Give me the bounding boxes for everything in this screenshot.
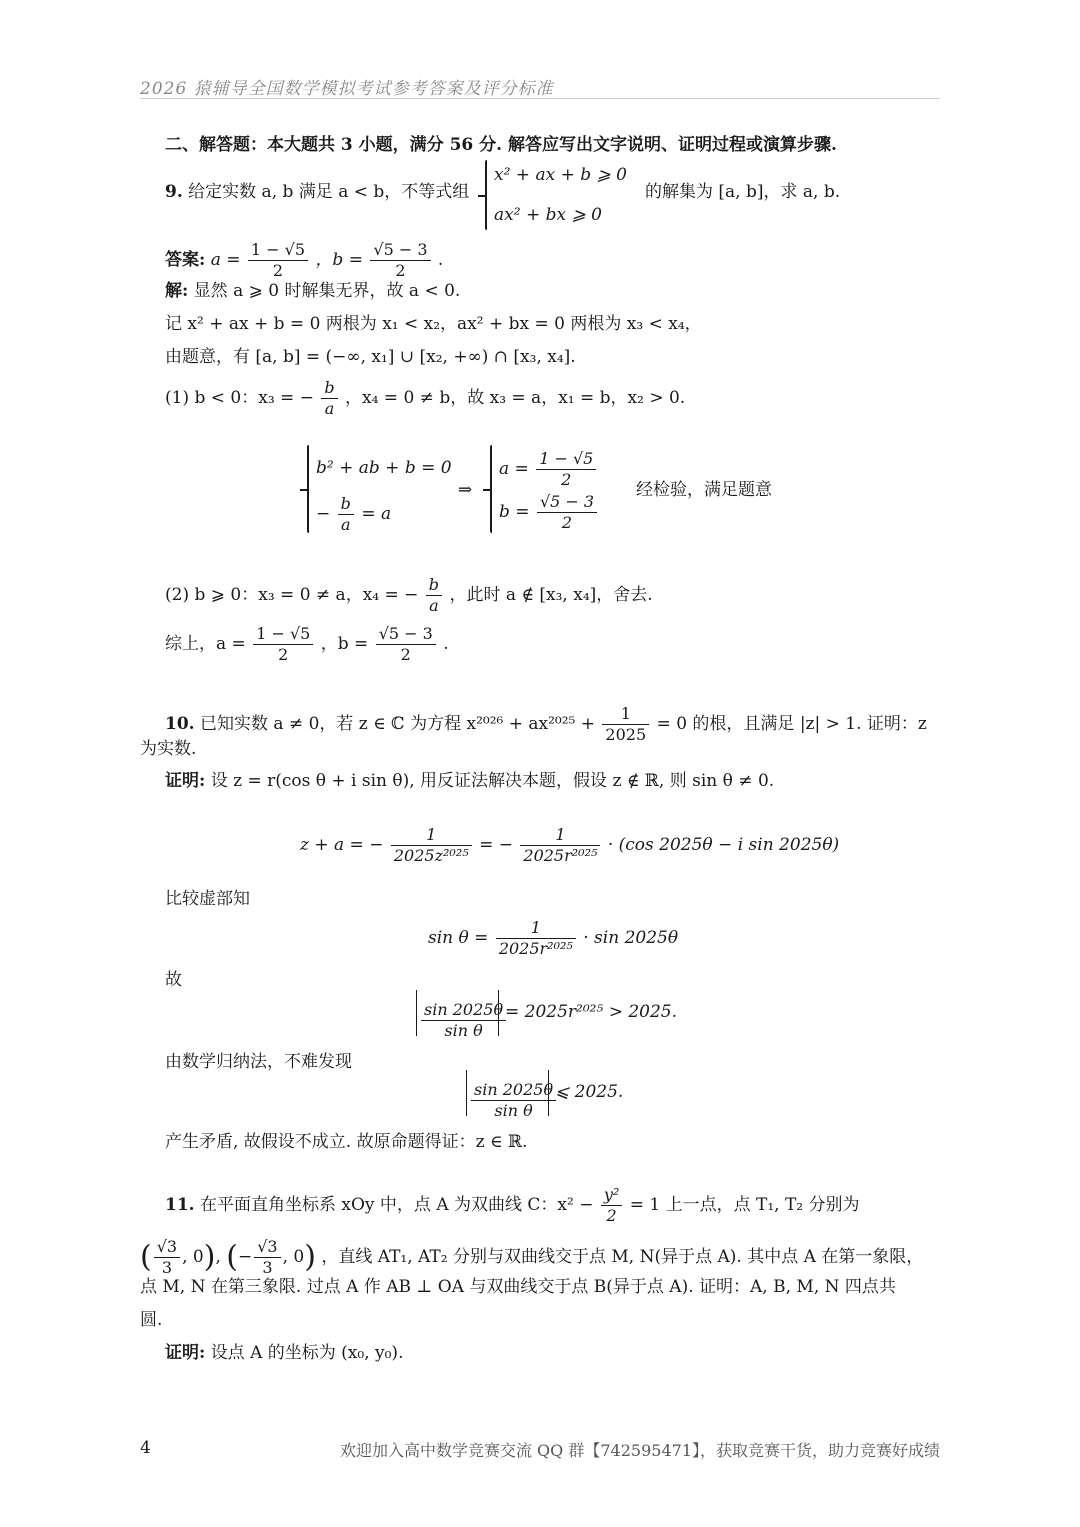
frac-denominator: 3 — [161, 1258, 172, 1277]
frac-numerator: 1 — [496, 918, 576, 939]
frac-numerator: √5 − 3 — [370, 240, 430, 261]
frac-denominator: 2 — [561, 470, 572, 489]
paren-close: ) — [304, 1239, 316, 1275]
point-t1-frac — [154, 1237, 180, 1278]
q10-stem-line2: 为实数. — [140, 739, 197, 759]
q11-stem-c: ，直线 AT₁, AT₂ 分别与双曲线交于点 M, N(异于点 A). 其中点 A 在第一象限， — [321, 1247, 924, 1267]
q9-answer-b-frac — [370, 240, 430, 281]
q11-number: 11. — [165, 1195, 195, 1215]
eq2-lhs: sin θ = — [428, 928, 489, 948]
header-rule — [140, 98, 940, 99]
footer-note: 欢迎加入高中数学竞赛交流 QQ 群【742595471】，获取竞赛干货，助力竞赛好成绩 — [339, 1441, 940, 1460]
frac-denominator: 2 — [395, 261, 406, 280]
minus-sign: − — [316, 504, 331, 524]
b-equals: b = — [499, 502, 530, 522]
q10-equation3 — [419, 1000, 508, 1041]
frac-denominator: 2 — [561, 513, 573, 532]
eq2-frac — [496, 918, 576, 959]
paren-open: ( — [140, 1239, 152, 1275]
q10-proof-line1 — [165, 769, 774, 793]
q9-stem-b: 的解集为 [a, b]，求 a, b. — [645, 182, 841, 202]
q11-stem-line2: ( $\frac{√3}{3}$ , 0), (− $\frac{√3}{3}$ , 0) ，直线 AT₁, AT₂ 分别与双曲线交于点 M, N(异于点 A). 其中点 A 在第一象限， — [140, 1237, 924, 1277]
minus-sign: − — [237, 1247, 253, 1267]
q11-stem-a: 在平面直角坐标系 xOy 中，点 A 为双曲线 C：x² − — [199, 1195, 594, 1215]
q10-equation4-rhs: ⩽ 2025. — [555, 1082, 624, 1102]
q9-case1-text-a: (1) b < 0：x₃ = − — [165, 388, 314, 408]
frac-numerator: √5 − 3 — [376, 624, 436, 645]
q9-answer-label: 答案: — [165, 250, 206, 270]
q9-system-line2: ax² + bx ⩾ 0 — [494, 205, 602, 225]
q9-right-system-line2 — [499, 492, 599, 533]
frac-denominator: sin θ — [444, 1021, 483, 1040]
q10-induction-text: 由数学归纳法，不难发现 — [165, 1052, 352, 1072]
q9-left-system-line2 — [316, 494, 391, 535]
q9-case1-line — [165, 378, 685, 419]
q10-equation3-rhs: = 2025r²⁰²⁵ > 2025. — [505, 1002, 678, 1022]
frac-numerator: y² — [601, 1185, 622, 1206]
q9-conclusion-frac-a — [253, 624, 313, 665]
q9-right-system-frac-b — [537, 492, 597, 533]
q9-conclusion-frac-b — [376, 624, 436, 665]
q9-case2-frac — [426, 575, 442, 616]
eq3-frac — [421, 1000, 506, 1041]
q9-right-system-line1 — [499, 449, 598, 490]
q9-left-system-brace — [307, 445, 309, 533]
q10-therefore-text: 故 — [165, 970, 182, 990]
frac-numerator: 1 — [391, 825, 472, 846]
abs-bar-right — [498, 990, 499, 1036]
running-header: 2026 猿辅导全国数学模拟考试参考答案及评分标准 — [140, 79, 554, 99]
q10-stem-line1 — [165, 704, 927, 745]
abs-bar-right — [548, 1070, 549, 1116]
q9-solution-line2: 记 x² + ax + b = 0 两根为 x₁ < x₂，ax² + bx = 0 两根为 x₃ < x₄， — [165, 314, 702, 334]
paren-open: ( — [226, 1239, 238, 1275]
q9-solution-label: 解: — [165, 281, 189, 301]
frac-numerator: 1 — [602, 704, 649, 725]
q9-right-system-brace — [490, 445, 492, 533]
q9-check-text: 经检验，满足题意 — [636, 480, 772, 500]
q11-stem-b: = 1 上一点，点 T₁, T₂ 分别为 — [629, 1195, 860, 1215]
frac-denominator: 2 — [278, 645, 289, 664]
frac-numerator: b — [321, 378, 337, 399]
frac-denominator: 2025r²⁰²⁵ — [523, 846, 598, 865]
q9-system-brace — [485, 160, 487, 230]
point-tail: , 0 — [182, 1247, 204, 1267]
q10-stem-a: 已知实数 a ≠ 0，若 z ∈ ℂ 为方程 x²⁰²⁶ + ax²⁰²⁵ + — [199, 714, 596, 734]
point-t2-frac — [254, 1237, 280, 1278]
frac-numerator: 1 − √5 — [536, 449, 596, 470]
q9-conclusion-end: . — [443, 634, 449, 654]
abs-bar-left — [466, 1070, 467, 1116]
eq2-rhs: · sin 2025θ — [583, 928, 679, 948]
equals-a: = a — [361, 504, 392, 524]
q11-proof-label: 证明: — [165, 1343, 206, 1363]
frac-denominator: a — [324, 399, 335, 418]
eq1-lhs: z + a = − — [300, 835, 384, 855]
frac-denominator: sin θ — [494, 1101, 533, 1120]
q9-answer-line — [165, 240, 443, 281]
frac-denominator: 2 — [272, 261, 284, 280]
q9-solution-text1: 显然 a ⩾ 0 时解集无界，故 a < 0. — [193, 281, 461, 301]
q11-stem-line1 — [165, 1185, 860, 1226]
section-heading: 二、解答题：本大题共 3 小题，满分 56 分. 解答应写出文字说明、证明过程或演算步骤. — [165, 135, 837, 155]
q9-answer-sep: ，b = — [315, 250, 363, 270]
frac-numerator: √5 − 3 — [537, 492, 597, 513]
q9-case1-text-b: ，x₄ = 0 ≠ b，故 x₃ = a，x₁ = b，x₂ > 0. — [345, 388, 686, 408]
frac-denominator: 2025r²⁰²⁵ — [498, 939, 573, 958]
q11-stem-line3: 点 M, N 在第三象限. 过点 A 作 AB ⊥ OA 与双曲线交于点 B(异于点 A). 证明：A, B, M, N 四点共 — [140, 1277, 896, 1297]
q9-case2-text-b: ，此时 a ∉ [x₃, x₄]，舍去. — [449, 585, 653, 605]
q9-left-system-line1: b² + ab + b = 0 — [316, 458, 452, 478]
frac-numerator: sin 2025θ — [421, 1000, 506, 1021]
q11-proof-text1: 设点 A 的坐标为 (x₀, y₀). — [210, 1343, 404, 1363]
q9-answer-end: . — [437, 250, 444, 270]
q9-stem-a: 给定实数 a, b 满足 a < b，不等式组 — [188, 182, 470, 202]
q10-proof-text1: 设 z = r(cos θ + i sin θ), 用反证法解决本题，假设 z ∉ ℝ, 则 sin θ ≠ 0. — [210, 771, 775, 791]
q9-answer-a-frac — [248, 240, 308, 281]
q9-implies-arrow: ⇒ — [458, 480, 473, 500]
q9-system-line1: x² + ax + b ⩾ 0 — [494, 165, 627, 185]
point-tail: , 0 — [282, 1247, 305, 1267]
q10-stem-frac — [602, 704, 649, 745]
q10-contradiction-text: 产生矛盾, 故假设不成立. 故原命题得证：z ∈ ℝ. — [165, 1132, 528, 1152]
frac-numerator: 1 − √5 — [253, 624, 313, 645]
frac-numerator: √3 — [154, 1237, 180, 1258]
q10-equation4 — [469, 1080, 558, 1121]
eq1-frac2 — [520, 825, 600, 866]
q9-case2-line — [165, 575, 653, 616]
q10-stem-b: = 0 的根，且满足 |z| > 1. 证明：z — [656, 714, 927, 734]
q10-equation2 — [428, 918, 678, 959]
q9-conclusion-sep: ，b = — [320, 634, 369, 654]
q9-case2-text-a: (2) b ⩾ 0：x₃ = 0 ≠ a，x₄ = − — [165, 585, 419, 605]
frac-numerator: sin 2025θ — [471, 1080, 556, 1101]
frac-denominator: a — [341, 515, 351, 534]
frac-denominator: 2 — [400, 645, 411, 664]
q10-compare-text: 比较虚部知 — [165, 889, 250, 909]
frac-numerator: b — [338, 494, 354, 515]
frac-denominator: a — [429, 596, 439, 615]
frac-numerator: 1 — [520, 825, 600, 846]
q9-stem-line — [165, 180, 469, 204]
page-number: 4 — [140, 1438, 151, 1458]
frac-denominator: 2025z²⁰²⁵ — [393, 846, 469, 865]
frac-numerator: b — [426, 575, 442, 596]
q11-proof-line1 — [165, 1341, 403, 1365]
q9-solution-line3: 由题意，有 [a, b] = (−∞, x₁] ∪ [x₂, +∞) ∩ [x₃, x₄]. — [165, 347, 576, 367]
a-equals: a = — [499, 459, 529, 479]
q11-stem-line4: 圆. — [140, 1310, 163, 1330]
q10-number: 10. — [165, 714, 195, 734]
paren-close: ) — [203, 1239, 216, 1275]
frac-denominator: 3 — [262, 1258, 273, 1277]
frac-denominator: 2025 — [605, 725, 647, 744]
q9-answer-a: a = — [210, 250, 241, 270]
q10-proof-label: 证明: — [165, 771, 206, 791]
q9-solution-line1 — [165, 279, 460, 303]
q10-equation1 — [300, 825, 839, 866]
eq4-frac — [471, 1080, 556, 1121]
q11-stem-frac — [601, 1185, 622, 1226]
q9-case1-frac — [321, 378, 337, 419]
q9-left-system-frac — [338, 494, 354, 535]
eq1-frac1 — [391, 825, 472, 866]
frac-numerator: √3 — [254, 1237, 280, 1258]
eq1-rhs: · (cos 2025θ − i sin 2025θ) — [607, 835, 840, 855]
q9-right-system-frac-a — [536, 449, 596, 490]
frac-denominator: 2 — [606, 1206, 617, 1225]
eq1-mid: = − — [479, 835, 513, 855]
frac-numerator: 1 − √5 — [248, 240, 308, 261]
abs-bar-left — [416, 990, 417, 1036]
q9-conclusion-pre: 综上，a = — [165, 634, 246, 654]
q9-conclusion-line — [165, 624, 449, 665]
q9-number: 9. — [165, 182, 183, 202]
